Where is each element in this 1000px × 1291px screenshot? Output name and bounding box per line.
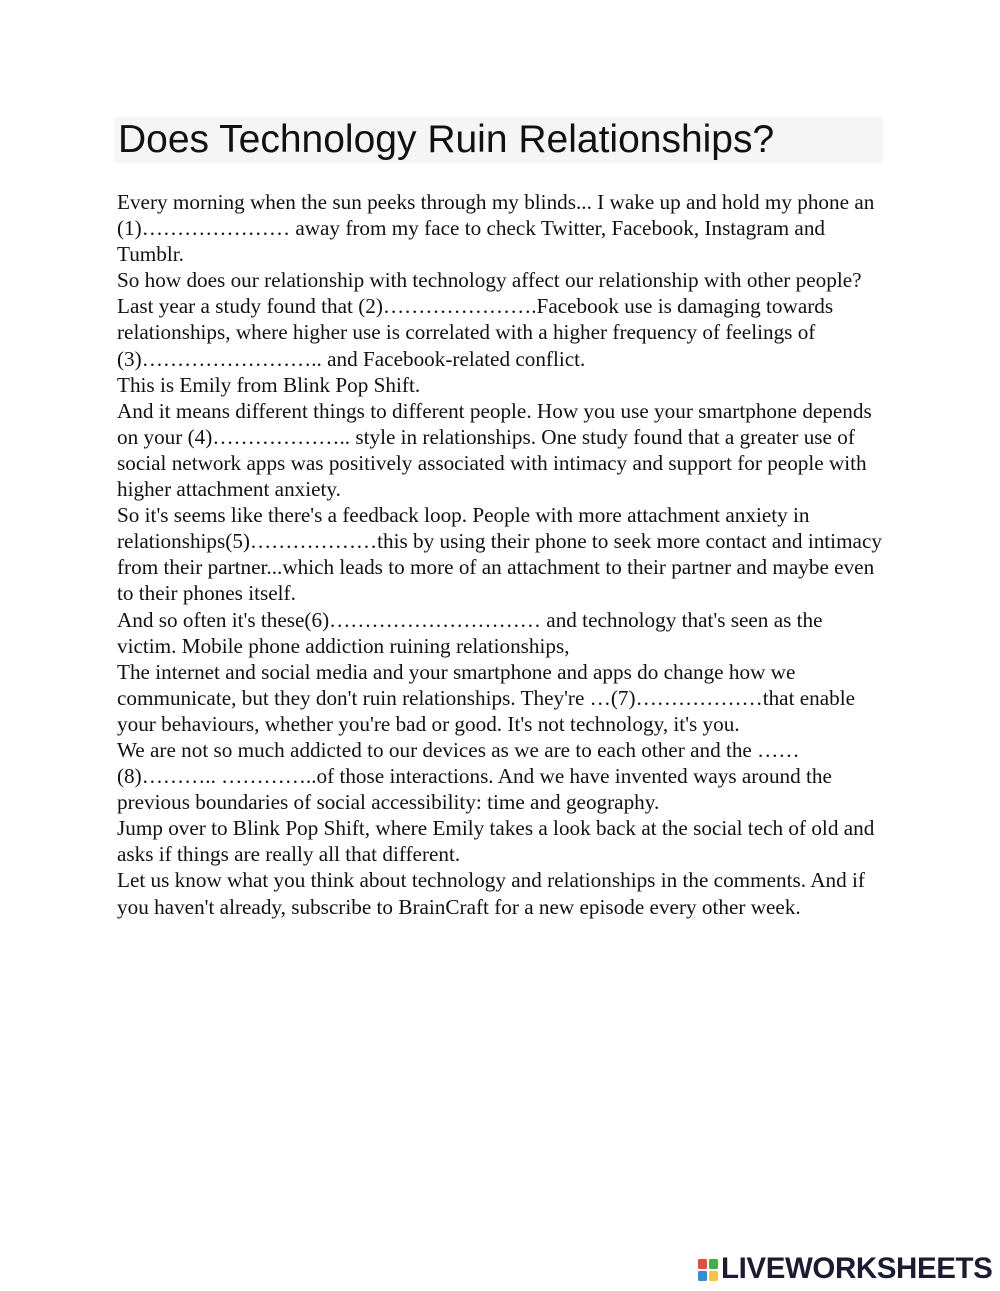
paragraph: And so often it's these(6)………………………… and technology that's seen as the victim. Mobile phone addiction ruining relationships,	[117, 607, 823, 658]
liveworksheets-brand[interactable]	[697, 1252, 993, 1287]
paragraph: So it's seems like there's a feedback loop. People with more attachment anxiety in relationships(5)………………this by using their phone to seek more contact and intimacy from their partner...which leads to more of an attachment to their partner and maybe even to their phones itself.	[117, 503, 882, 606]
brand-name: LIVEWORKSHEETS	[721, 1252, 993, 1285]
paragraph: So how does our relationship with technology affect our relationship with other people?	[117, 268, 862, 293]
paragraph: Last year a study found that (2)………………….Facebook use is damaging towards relationships, where higher use is correlated with a higher frequency of feelings of (3)…………………….. and Facebook-related conflict.	[117, 294, 834, 371]
paragraph: Jump over to Blink Pop Shift, where Emily takes a look back at the social tech of old and asks if things are really all that different.	[117, 816, 875, 867]
page-title: Does Technology Ruin Relationships?	[118, 118, 775, 161]
paragraph: Let us know what you think about technology and relationships in the comments. And if you haven't already, subscribe to BrainCraft for a new episode every other week.	[117, 868, 865, 919]
liveworksheets-logo-icon	[697, 1258, 719, 1282]
paragraph: We are not so much addicted to our devices as we are to each other and the ……(8)……….. …………..of those interactions. And we have invented ways around the previous boundaries of social accessibility: time and geography.	[117, 737, 832, 815]
paragraph: And it means different things to different people. How you use your smartphone depends on your (4)……………….. style in relationships. One study found that a greater use of social network apps was positively associated with intimacy and support for people with higher attachment anxiety.	[117, 398, 872, 502]
paragraph: This is Emily from Blink Pop Shift.	[117, 372, 421, 397]
worksheet-text	[117, 189, 887, 920]
paragraph: Every morning when the sun peeks through my blinds... I wake up and hold my phone an (1)………………… away from my face to check Twitter, Facebook, Instagram and Tumblr.	[117, 190, 875, 267]
paragraph: The internet and social media and your smartphone and apps do change how we communicate, but they don't ruin relationships. They're …(7)………………that enable your behaviours, whether you're bad or good. It's not technology, it's you.	[117, 659, 856, 736]
